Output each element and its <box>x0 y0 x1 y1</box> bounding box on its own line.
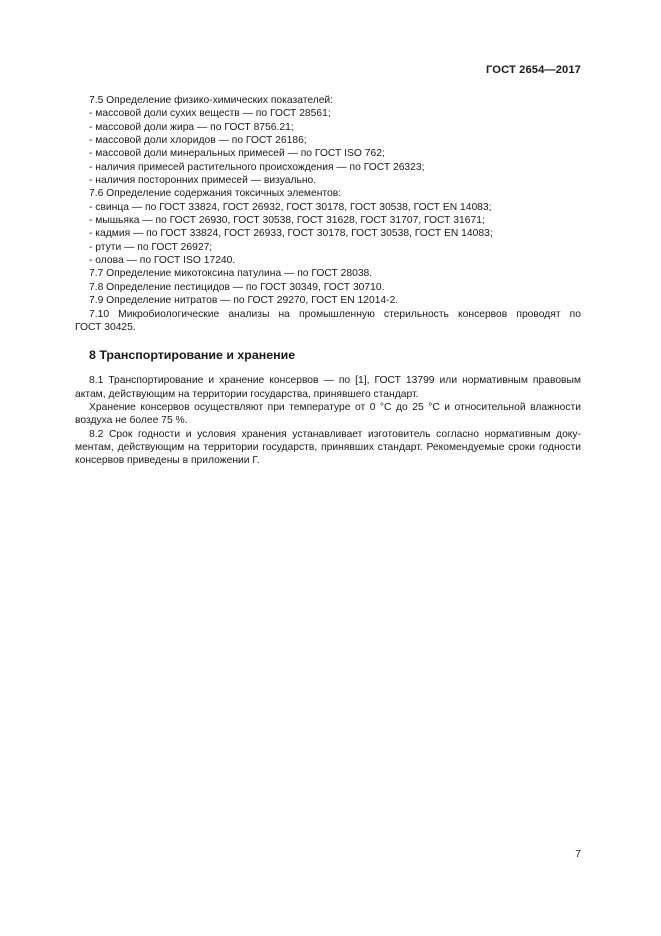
paragraph-8-2 <box>75 428 581 468</box>
line-7-5: 7.5 Определение физико-химических показателей: <box>89 95 334 106</box>
list-item: - массовой доли хлоридов — по ГОСТ 26186; <box>89 135 307 147</box>
paragraph-line: ментам, действующим на территории государств, принявших стандарт. Рекомендуемые сроки годности <box>75 441 581 453</box>
paragraph-line: 8.2 Срок годности и условия хранения устанавливает изготовитель согласно нормативным доку- <box>89 428 581 440</box>
paragraph-8-1 <box>75 374 581 401</box>
list-item: - наличия примесей растительного происхождения — по ГОСТ 26323; <box>89 161 425 173</box>
line-7-6: 7.6 Определение содержания токсичных элементов: <box>89 188 342 200</box>
paragraph-line: Хранение консервов осуществляют при температуре от 0 °С до 25 °С и относительной влажности <box>89 401 581 413</box>
list-item: - наличия посторонних примесей — визуально. <box>89 175 317 187</box>
list-item: - ртути — по ГОСТ 26927; <box>89 241 213 253</box>
paragraph-line: воздуха не более 75 %. <box>75 415 188 427</box>
paragraph-line: 7.10 Микробиологические анализы на промышленную стерильность консервов проводят по <box>89 308 581 320</box>
paragraph-7-10 <box>75 308 581 335</box>
paragraph-line: актам, действующим на территории государства, принявшего стандарт. <box>75 388 419 400</box>
paragraph-line: консервов приведены в приложении Г. <box>75 455 260 467</box>
line-7-9: 7.9 Определение нитратов — по ГОСТ 29270, ГОСТ EN 12014-2. <box>89 295 399 307</box>
list-item: - олова — по ГОСТ ISO 17240. <box>89 255 236 267</box>
list-item: - свинца — по ГОСТ 33824, ГОСТ 26932, ГОСТ 30178, ГОСТ 30538, ГОСТ EN 14083; <box>89 201 492 213</box>
page-number: 7 <box>575 849 581 860</box>
list-item: - массовой доли минеральных примесей — по ГОСТ ISO 762; <box>89 148 385 160</box>
line-7-8: 7.8 Определение пестицидов — по ГОСТ 30349, ГОСТ 30710. <box>89 281 385 293</box>
list-item: - массовой доли жира — по ГОСТ 8756.21; <box>89 121 294 133</box>
paragraph-line: ГОСТ 30425. <box>75 321 136 333</box>
list-item: - массовой доли сухих веществ — по ГОСТ 28561; <box>89 108 331 120</box>
section-8-heading: 8 Транспортирование и хранение <box>89 348 296 363</box>
list-item: - мышьяка — по ГОСТ 26930, ГОСТ 30538, ГОСТ 31628, ГОСТ 31707, ГОСТ 31671; <box>89 215 485 227</box>
paragraph-storage <box>75 401 581 428</box>
document-code-header: ГОСТ 2654—2017 <box>485 64 581 76</box>
line-7-7: 7.7 Определение микотоксина патулина — по ГОСТ 28038. <box>89 268 373 280</box>
paragraph-line: 8.1 Транспортирование и хранение консервов — по [1], ГОСТ 13799 или нормативным правовым <box>89 375 581 387</box>
list-item: - кадмия — по ГОСТ 33824, ГОСТ 26933, ГОСТ 30178, ГОСТ 30538, ГОСТ EN 14083; <box>89 228 493 240</box>
document-body <box>75 94 581 468</box>
section-7-list <box>89 94 581 308</box>
